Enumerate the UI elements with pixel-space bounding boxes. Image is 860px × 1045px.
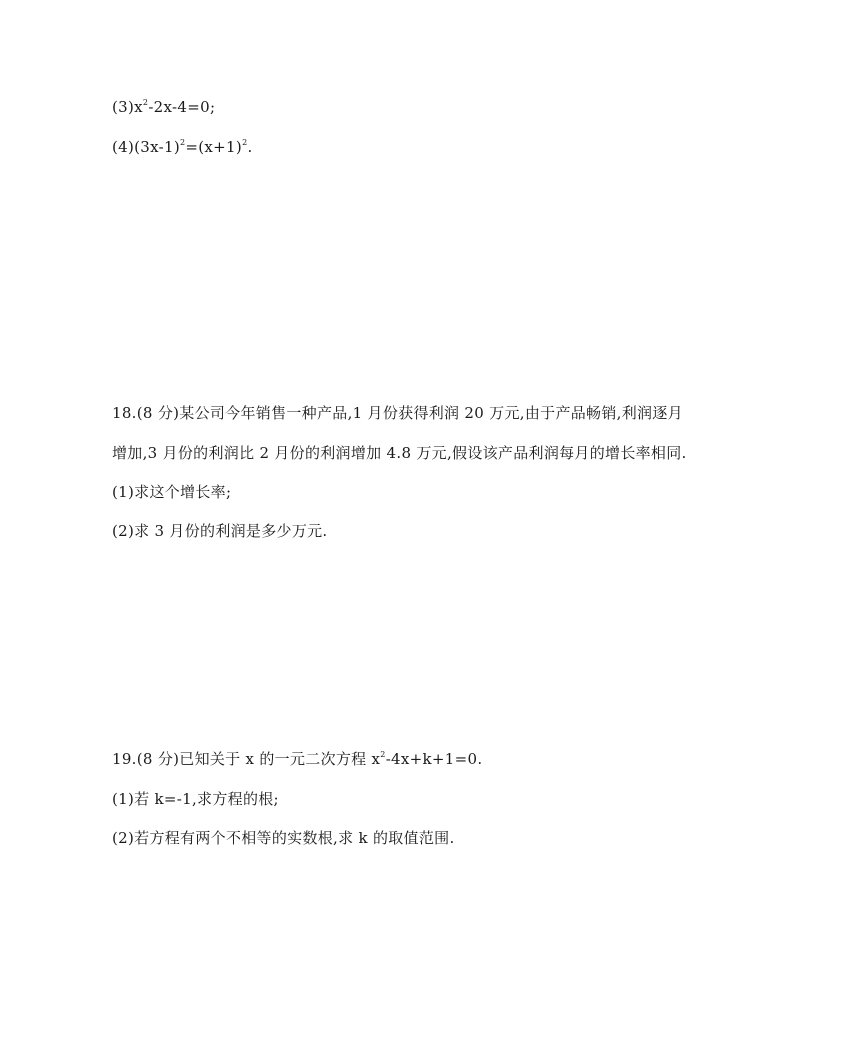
q18-line1: 18.(8 分)某公司今年销售一种产品,1 月份获得利润 20 万元,由于产品畅销,利润逐月 <box>112 404 683 422</box>
q17-part3-a: (3)x <box>112 98 143 116</box>
q19-part1: (1)若 k=-1,求方程的根; <box>112 790 279 808</box>
q19-part2: (2)若方程有两个不相等的实数根,求 k 的取值范围. <box>112 829 455 847</box>
q19-line1-b: -4x+k+1=0. <box>385 750 483 768</box>
q17-part4-sup1: 2 <box>180 138 186 147</box>
q17-part3 <box>112 97 215 117</box>
q18-line2: 增加,3 月份的利润比 2 月份的利润增加 4.8 万元,假设该产品利润每月的增长率相同. <box>112 444 687 462</box>
q17-part3-sup: 2 <box>142 98 149 107</box>
q17-part3-b: -2x-4=0; <box>148 98 216 116</box>
q18-part1: (1)求这个增长率; <box>112 483 232 501</box>
q19-line1-sup: 2 <box>380 750 386 759</box>
q17-part4-a: (4)(3x-1) <box>112 138 181 156</box>
q17-part4-sup2: 2 <box>242 138 248 147</box>
q19-line1 <box>112 749 482 769</box>
q17-part4-b: =(x+1) <box>185 138 243 156</box>
q18-part2: (2)求 3 月份的利润是多少万元. <box>112 522 328 540</box>
q17-part4 <box>112 137 253 157</box>
q17-part4-c: . <box>247 138 253 156</box>
q19-line1-a: 19.(8 分)已知关于 x 的一元二次方程 x <box>112 750 381 768</box>
